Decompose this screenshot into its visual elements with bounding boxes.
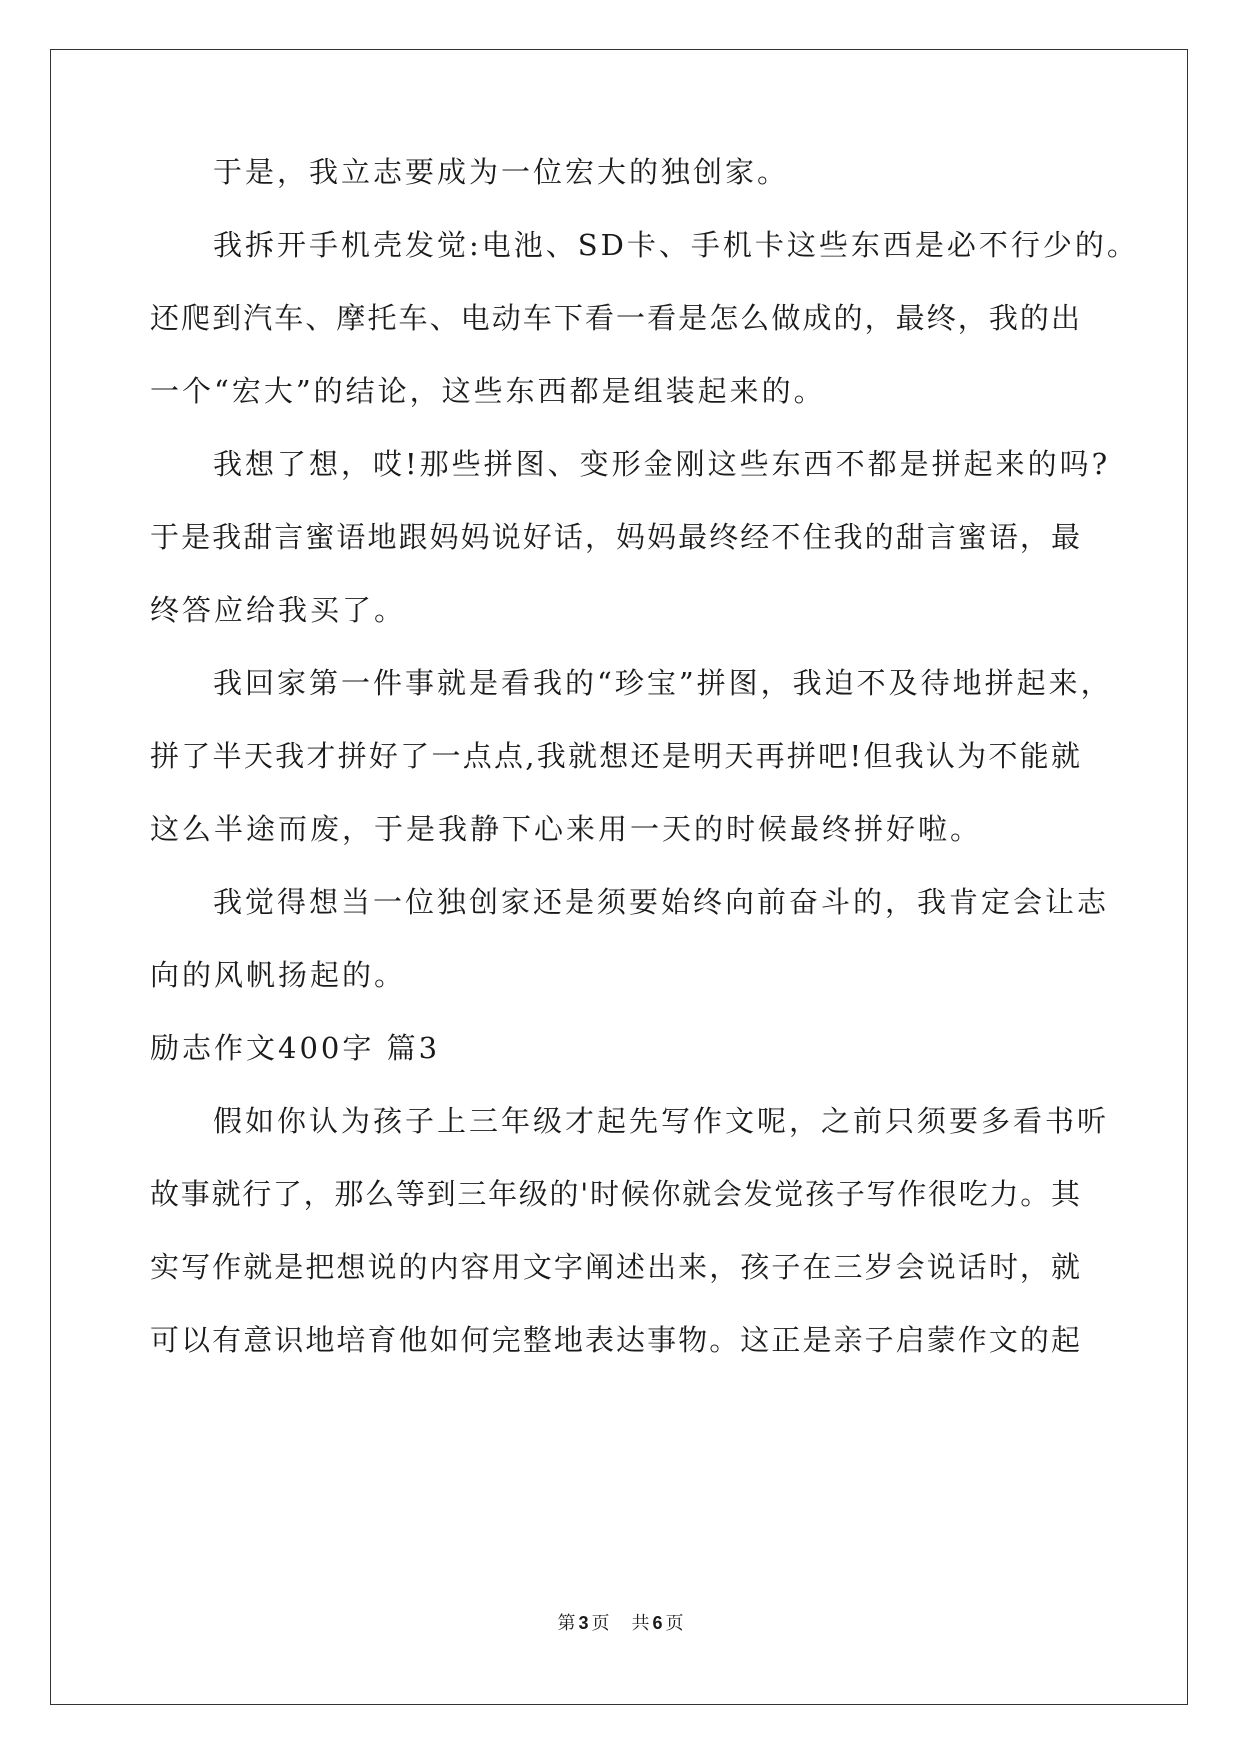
paragraph-line: 于是我甜言蜜语地跟妈妈说好话，妈妈最终经不住我的甜言蜜语，最 [150, 520, 1080, 554]
paragraph-line: 还爬到汽车、摩托车、电动车下看一看是怎么做成的，最终，我的出 [150, 301, 1080, 335]
total-prefix: 共 [631, 1613, 650, 1634]
paragraph-line: 假如你认为孩子上三年级才起先写作文呢，之前只须要多看书听 [213, 1104, 1110, 1138]
paragraph-line: 于是，我立志要成为一位宏大的独创家。 [213, 155, 790, 189]
paragraph-line: 终答应给我买了。 [150, 593, 407, 627]
current-page-number: 3 [578, 1613, 589, 1633]
paragraph-line: 我拆开手机壳发觉:电池、SD卡、手机卡这些东西是必不行少的。 [213, 228, 1139, 262]
paragraph-line: 我想了想，哎!那些拼图、变形金刚这些东西不都是拼起来的吗? [213, 447, 1111, 481]
paragraph-line: 这么半途而废，于是我静下心来用一天的时候最终拼好啦。 [150, 812, 983, 846]
paragraph-line: 一个“宏大”的结论，这些东西都是组装起来的。 [150, 374, 826, 408]
total-page-number: 6 [652, 1613, 663, 1633]
page-footer [0, 1611, 1241, 1636]
paragraph-line: 故事就行了，那么等到三年级的'时候你就会发觉孩子写作很吃力。其 [150, 1177, 1080, 1211]
page-unit: 页 [591, 1613, 610, 1634]
page-prefix: 第 [557, 1613, 576, 1634]
total-unit: 页 [665, 1613, 684, 1634]
paragraph-line: 实写作就是把想说的内容用文字阐述出来，孩子在三岁会说话时，就 [150, 1250, 1080, 1284]
section-heading: 励志作文400字 篇3 [150, 1031, 441, 1065]
paragraph-line: 拼了半天我才拼好了一点点,我就想还是明天再拼吧!但我认为不能就 [150, 739, 1080, 773]
paragraph-line: 我回家第一件事就是看我的“珍宝”拼图，我迫不及待地拼起来， [213, 666, 1113, 700]
paragraph-line: 我觉得想当一位独创家还是须要始终向前奋斗的，我肯定会让志 [213, 885, 1110, 919]
paragraph-line: 向的风帆扬起的。 [150, 958, 407, 992]
paragraph-line: 可以有意识地培育他如何完整地表达事物。这正是亲子启蒙作文的起 [150, 1323, 1080, 1357]
